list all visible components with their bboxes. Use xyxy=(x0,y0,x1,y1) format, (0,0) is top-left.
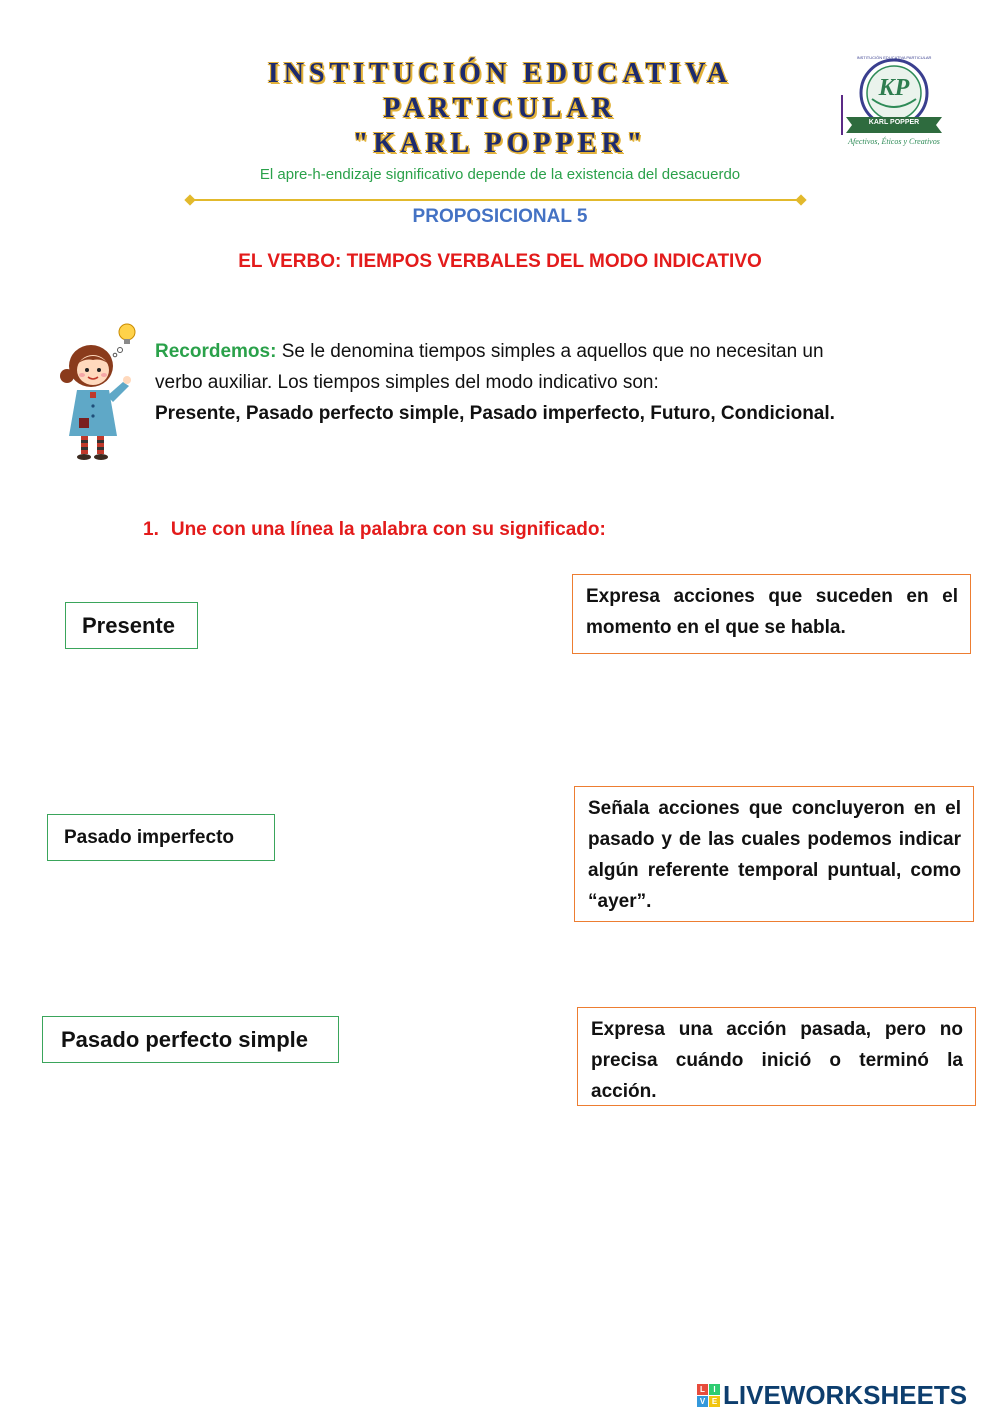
school-logo xyxy=(832,55,956,155)
school-motto: El apre-h-endizaje significativo depende de la existencia del desacuerdo xyxy=(259,166,741,183)
recall-label: Recordemos: xyxy=(155,341,277,362)
girl-idea-illustration xyxy=(55,318,145,466)
badge-letter-4: E xyxy=(709,1396,720,1407)
question-text: Une con una línea la palabra con su significado: xyxy=(170,519,606,540)
logo-tagline: Afectivos, Éticos y Creativos xyxy=(848,137,940,146)
worksheet-topic: EL VERBO: TIEMPOS VERBALES DEL MODO INDICATIVO xyxy=(238,251,762,272)
institution-title-line-1: INSTITUCIÓN EDUCATIVA xyxy=(267,58,733,89)
term-box-pasado-imperfecto[interactable]: Pasado imperfecto xyxy=(47,814,275,861)
definition-box-2[interactable]: Señala acciones que concluyeron en el pasado y de las cuales podemos indicar algún referente temporal puntual, como “ayer”. xyxy=(574,786,974,922)
institution-title-line-3: "KARL POPPER" xyxy=(352,128,648,159)
term-box-pasado-perfecto-simple[interactable]: Pasado perfecto simple xyxy=(42,1016,339,1063)
liveworksheets-badge-icon xyxy=(697,1384,720,1407)
question-1 xyxy=(143,519,606,541)
header-divider xyxy=(190,199,802,201)
divider-end-right xyxy=(795,194,806,205)
question-number: 1. xyxy=(143,519,159,540)
logo-ribbon-text: KARL POPPER xyxy=(868,119,920,126)
badge-letter-1: L xyxy=(697,1384,708,1395)
recall-paragraph xyxy=(155,336,875,429)
logo-monogram: KP xyxy=(878,75,910,101)
liveworksheets-wordmark: LIVEWORKSHEETS xyxy=(723,1380,968,1410)
worksheet-subtitle: PROPOSICIONAL 5 xyxy=(412,206,588,227)
term-box-presente[interactable]: Presente xyxy=(65,602,198,649)
definition-box-3[interactable]: Expresa una acción pasada, pero no precisa cuándo inició o terminó la acción. xyxy=(577,1007,976,1106)
recall-text: Se le denomina tiempos simples a aquellos que no necesitan un verbo auxiliar. Los tiempos simples del modo indicativo son: xyxy=(155,341,824,393)
logo-ring-text: INSTITUCIÓN EDUCATIVA PARTICULAR xyxy=(856,55,932,60)
recall-tenses-list: Presente, Pasado perfecto simple, Pasado imperfecto, Futuro, Condicional. xyxy=(155,403,835,424)
institution-title-line-2: PARTICULAR xyxy=(383,93,617,124)
badge-letter-2: I xyxy=(709,1384,720,1395)
liveworksheets-logo[interactable] xyxy=(697,1380,967,1411)
definition-box-1[interactable]: Expresa acciones que suceden en el momento en el que se habla. xyxy=(572,574,971,654)
badge-letter-3: V xyxy=(697,1396,708,1407)
